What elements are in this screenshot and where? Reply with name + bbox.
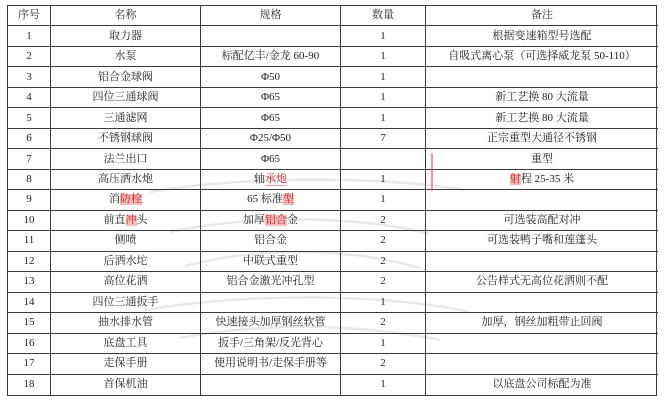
cell-name <box>51 47 201 67</box>
cell-qty: 2 <box>341 231 426 251</box>
cell-qty: 1 <box>341 88 426 108</box>
cell-qty: 2 <box>341 313 426 333</box>
cell-spec <box>201 375 341 395</box>
cell-text: 加厚 <box>243 213 265 226</box>
column-header-3: 数量 <box>341 6 426 26</box>
cell-spec <box>201 313 341 333</box>
cell-note <box>426 190 658 210</box>
cell-spec <box>201 47 341 67</box>
cell-note <box>426 313 658 333</box>
cell-text: 程 25-35 米 <box>520 173 575 186</box>
cell-text: 头 <box>136 213 148 226</box>
cell-qty: 2 <box>341 252 426 272</box>
column-header-1: 名称 <box>51 6 201 26</box>
cell-name <box>51 313 201 333</box>
marked-text: 冲 <box>125 213 137 226</box>
cell-note <box>426 47 658 67</box>
cell-note <box>426 231 658 251</box>
cell-note <box>426 108 658 128</box>
marked-text: 型 <box>282 193 294 206</box>
cell-name <box>51 129 201 149</box>
cell-text: 后洒水坨 <box>103 254 148 267</box>
cell-spec <box>201 231 341 251</box>
cell-note <box>426 211 658 231</box>
cell-text: 取力器 <box>109 29 142 42</box>
cell-spec <box>201 149 341 169</box>
cell-note <box>426 334 658 354</box>
cell-text: 可选装鸭子嘴和莲蓬头 <box>487 234 597 247</box>
cell-note <box>426 375 658 395</box>
cell-name <box>51 88 201 108</box>
cell-name <box>51 354 201 374</box>
cell-qty: 2 <box>341 354 426 374</box>
cell-name <box>51 231 201 251</box>
cell-text: 新工艺换 80 大流量 <box>495 111 589 124</box>
cell-text: Φ65 <box>260 111 281 124</box>
cell-note <box>426 272 658 292</box>
cell-text: 侧喷 <box>114 234 137 247</box>
cell-no: 4 <box>8 88 51 108</box>
cell-no: 12 <box>8 252 51 272</box>
cell-name <box>51 334 201 354</box>
cell-text: Φ25/Φ50 <box>249 132 292 145</box>
cell-text: 不锈钢球阀 <box>98 132 153 145</box>
column-header-0: 序号 <box>8 6 51 26</box>
cell-qty: 7 <box>341 129 426 149</box>
cell-text: 铝合金球阀 <box>98 70 153 83</box>
cell-no: 2 <box>8 47 51 67</box>
cell-text: 公告样式无高位花洒则不配 <box>476 275 608 288</box>
cell-name <box>51 108 201 128</box>
marked-text: 射 <box>509 173 521 186</box>
cell-no: 17 <box>8 354 51 374</box>
cell-text: 铝合金 <box>254 234 287 247</box>
column-header-4: 备注 <box>426 6 658 26</box>
cell-name <box>51 211 201 231</box>
cell-no: 18 <box>8 375 51 395</box>
cell-note <box>426 129 658 149</box>
marked-text: 承炮 <box>265 172 287 185</box>
cell-text: 自吸式离心泵（可选择威龙泵 50-110） <box>448 50 636 63</box>
cell-spec <box>201 190 341 210</box>
cell-name <box>51 190 201 210</box>
cell-qty: 2 <box>341 211 426 231</box>
cell-text: 走保手册 <box>103 357 148 370</box>
cell-text: 以底盘公司标配为准 <box>492 378 592 391</box>
cell-text: 标配亿丰/金龙 60-90 <box>221 50 320 63</box>
column-header-2: 规格 <box>201 6 341 26</box>
cell-text: 前直 <box>103 213 126 226</box>
cell-text: 65 标准 <box>247 193 283 206</box>
cell-text: 四位三通扳手 <box>92 295 159 308</box>
cell-qty: 1 <box>341 47 426 67</box>
cell-text: Φ65 <box>260 91 281 104</box>
cell-text: 中联式重型 <box>243 254 298 267</box>
cell-text: 铝合金激光冲孔型 <box>226 275 315 288</box>
cell-no: 9 <box>8 190 51 210</box>
cell-note <box>426 252 658 272</box>
cell-text: 重型 <box>531 152 553 165</box>
cell-text: 法兰出口 <box>103 152 148 165</box>
cell-no: 10 <box>8 211 51 231</box>
cell-note <box>426 149 658 169</box>
cell-note <box>426 67 658 87</box>
cell-spec <box>201 211 341 231</box>
cell-spec <box>201 334 341 354</box>
cell-no: 5 <box>8 108 51 128</box>
cell-name <box>51 67 201 87</box>
cell-text: Φ65 <box>260 152 281 165</box>
cell-no: 14 <box>8 293 51 313</box>
cell-spec <box>201 354 341 374</box>
cell-text: 扳手/三角架/反光背心 <box>217 336 324 349</box>
cell-qty: 1 <box>341 375 426 395</box>
cell-spec <box>201 88 341 108</box>
cell-name <box>51 170 201 190</box>
cell-text: 新工艺换 80 大流量 <box>495 91 589 104</box>
cell-no: 3 <box>8 67 51 87</box>
cell-note <box>426 170 658 190</box>
cell-spec <box>201 108 341 128</box>
cell-text: 消 <box>109 193 120 206</box>
cell-note <box>426 26 658 46</box>
cell-text: 高位花洒 <box>103 275 148 288</box>
cell-name <box>51 375 201 395</box>
cell-spec <box>201 26 341 46</box>
cell-text: 水泵 <box>114 50 137 63</box>
cell-spec <box>201 129 341 149</box>
cell-text: 高压洒水炮 <box>98 173 153 186</box>
cell-spec <box>201 252 341 272</box>
cell-note <box>426 88 658 108</box>
cell-no: 1 <box>8 26 51 46</box>
cell-no: 16 <box>8 334 51 354</box>
cell-name <box>51 272 201 292</box>
cell-text: 加厚，钢丝加粗带止回阀 <box>481 316 603 329</box>
cell-note <box>426 354 658 374</box>
cell-name <box>51 149 201 169</box>
cell-text: 根据变速箱型号选配 <box>492 29 592 42</box>
cell-spec <box>201 67 341 87</box>
cell-text: 正宗重型大通径不锈钢 <box>487 132 597 145</box>
cell-text: 快速接头加厚钢丝软管 <box>215 316 326 329</box>
cell-no: 15 <box>8 313 51 333</box>
cell-note <box>426 293 658 313</box>
cell-no: 13 <box>8 272 51 292</box>
cell-text: 三通滤网 <box>103 111 148 124</box>
cell-name <box>51 293 201 313</box>
cell-text: Φ50 <box>260 70 281 83</box>
cell-qty: 1 <box>341 170 426 190</box>
cell-qty <box>341 149 426 169</box>
cell-qty: 1 <box>341 67 426 87</box>
cell-text: 轴 <box>254 173 265 186</box>
cell-text: 抽水排水管 <box>98 316 153 329</box>
cell-text: 首保机油 <box>103 378 148 391</box>
cell-text: 可选装高配对冲 <box>503 213 581 226</box>
cell-no: 6 <box>8 129 51 149</box>
cell-name <box>51 252 201 272</box>
cell-spec <box>201 170 341 190</box>
cell-qty: 1 <box>341 26 426 46</box>
cell-qty: 2 <box>341 272 426 292</box>
cell-no: 11 <box>8 231 51 251</box>
parts-table <box>7 5 657 396</box>
cell-qty: 1 <box>341 108 426 128</box>
cell-qty: 1 <box>341 334 426 354</box>
cell-text: 使用说明书/走保手册等 <box>213 357 328 370</box>
cell-spec <box>201 293 341 313</box>
cell-qty: 1 <box>341 293 426 313</box>
cell-qty: 1 <box>341 190 426 210</box>
marked-text: 铝合 <box>265 213 287 226</box>
cell-no: 8 <box>8 170 51 190</box>
cell-name <box>51 26 201 46</box>
cell-spec <box>201 272 341 292</box>
cell-text: 底盘工具 <box>103 336 148 349</box>
cell-no: 7 <box>8 149 51 169</box>
marked-text: 防栓 <box>120 193 142 206</box>
cell-text: 金 <box>287 213 298 226</box>
cell-text: 四位三通球阀 <box>92 91 159 104</box>
